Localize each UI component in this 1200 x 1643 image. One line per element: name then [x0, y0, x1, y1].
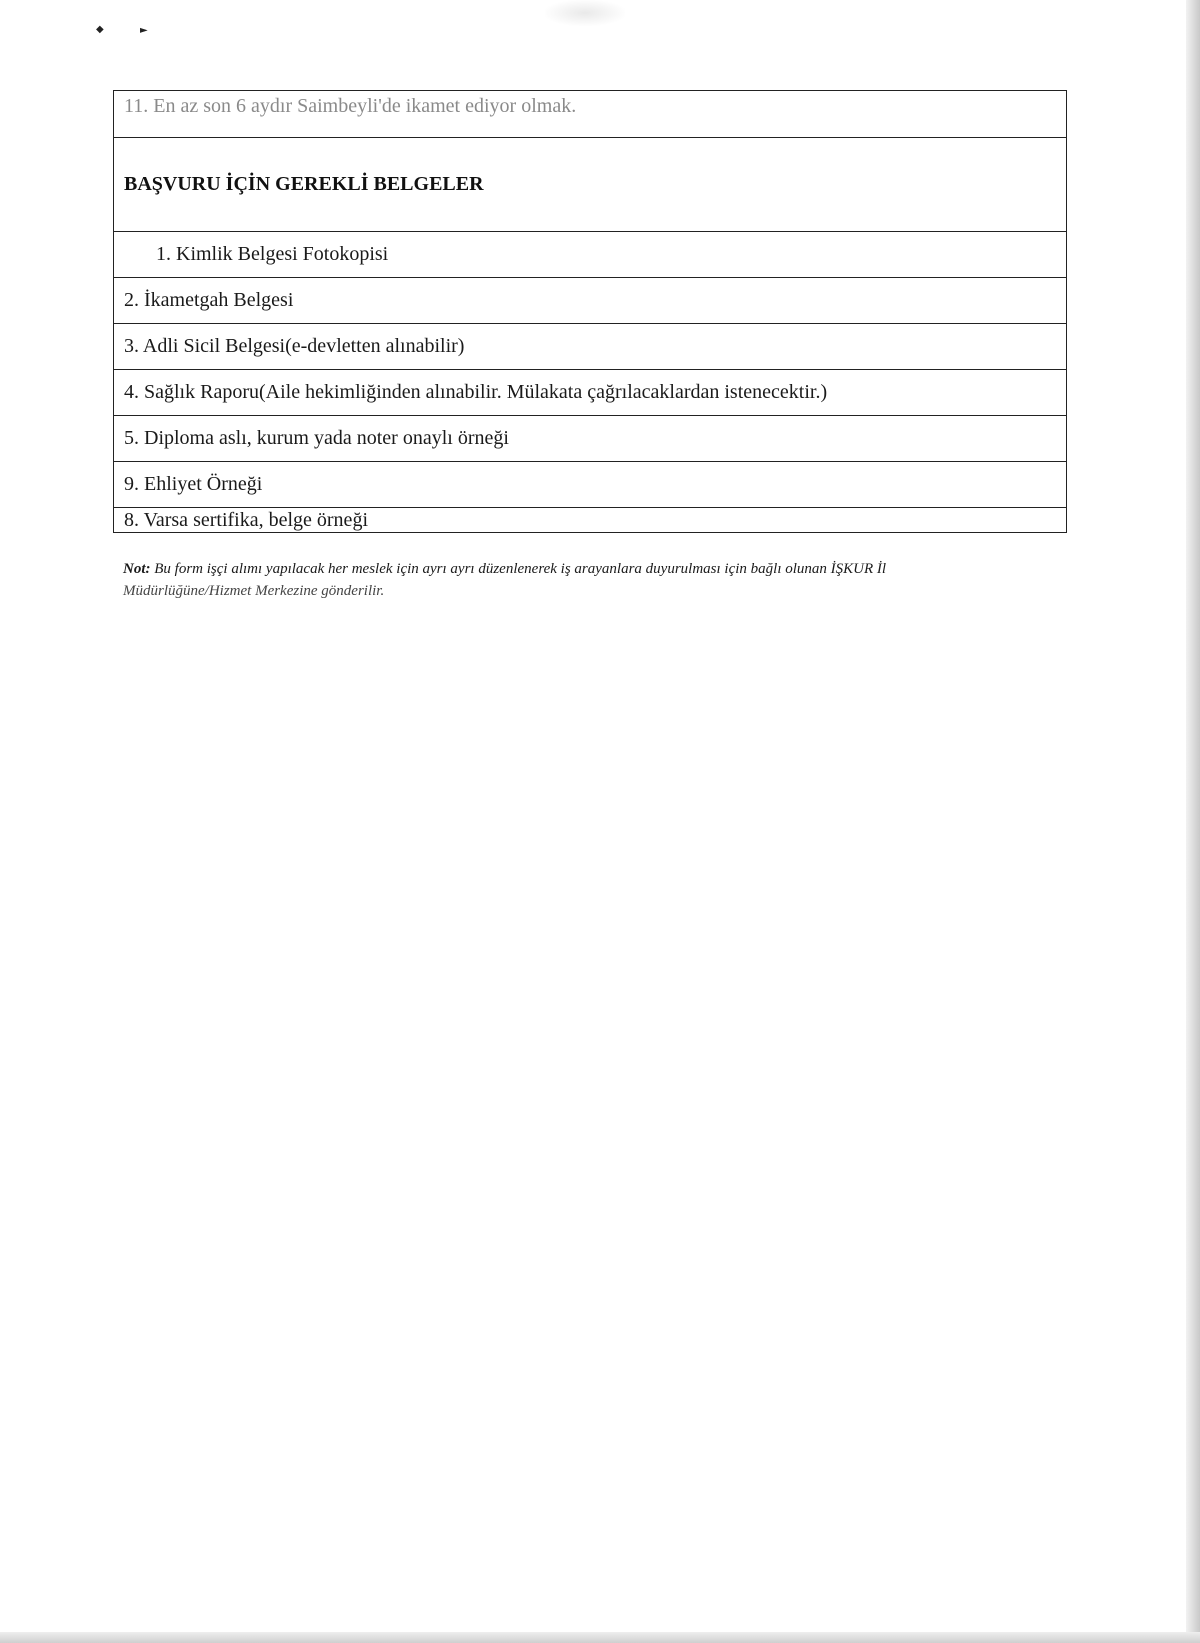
note-line-2: Müdürlüğüne/Hizmet Merkezine gönderilir.	[123, 583, 385, 599]
required-documents-table	[113, 90, 1067, 533]
document-row	[114, 416, 1067, 462]
section-heading-row	[114, 138, 1067, 232]
document-item: 9. Ehliyet Örneği	[114, 462, 1067, 508]
note-label: Not:	[123, 561, 151, 577]
page-edge-shadow	[1186, 0, 1200, 1643]
document-row	[114, 232, 1067, 278]
note-text: Bu form işçi alımı yapılacak her meslek için ayrı ayrı düzenlenerek iş arayanlara duyurulması için bağlı olunan İŞKUR İl	[154, 561, 887, 577]
document-row	[114, 324, 1067, 370]
document-row	[114, 508, 1067, 533]
scan-speck: ◆	[96, 24, 104, 35]
requirement-text: 11. En az son 6 aydır Saimbeyli'de ikamet ediyor olmak.	[114, 91, 1067, 138]
note-line-1	[123, 558, 1103, 580]
requirement-row	[114, 91, 1067, 138]
form-note	[123, 558, 1103, 602]
document-item: 8. Varsa sertifika, belge örneği	[114, 508, 1067, 533]
scan-speck: ►	[140, 25, 148, 36]
page-bottom-shadow	[0, 1632, 1200, 1643]
document-row	[114, 462, 1067, 508]
document-row	[114, 278, 1067, 324]
section-heading: BAŞVURU İÇİN GEREKLİ BELGELER	[114, 138, 1067, 232]
document-item: 3. Adli Sicil Belgesi(e-devletten alınabilir)	[114, 324, 1067, 370]
document-row	[114, 370, 1067, 416]
document-item: 5. Diploma aslı, kurum yada noter onaylı örneği	[114, 416, 1067, 462]
document-item: 2. İkametgah Belgesi	[114, 278, 1067, 324]
document-item: 4. Sağlık Raporu(Aile hekimliğinden alınabilir. Mülakata çağrılacaklardan istenecektir.)	[114, 370, 1067, 416]
scan-smudge	[545, 0, 625, 26]
document-item: 1. Kimlik Belgesi Fotokopisi	[114, 232, 1067, 278]
